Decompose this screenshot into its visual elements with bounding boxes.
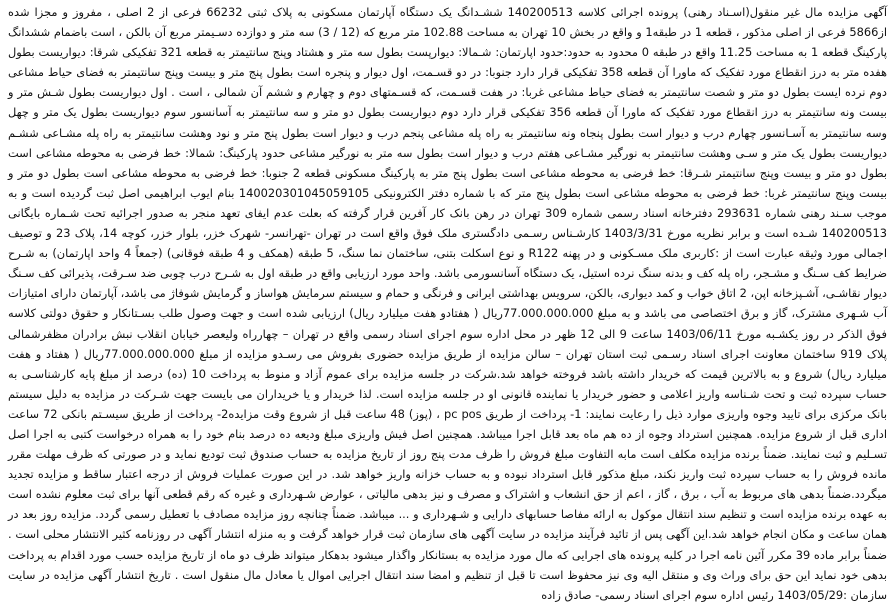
auction-notice-body: آگهی مزایده مال غیر منقول(اسـناد رهنی) پرونده اجرائی کلاسه 140200513 ششـدانگ یک دستگاه آپارتمان مسکونی به پلاک ثبتی 66232 فرعی از 2 اصلی ، مفروز و مجزا شده از5866 فرعی از اصلی مذکور ، قطعه 1 در طبقه1 و واقع در بخش 10 تهران به مساحت 102.88 متر مربع که (12 / 3) سه متر و دوازده دسـیمتر مربع آن بالکن ، است باضمام ششدانگ پارکینگ قطعه 1 به مساحت 11.25 واقع در طبقه 0 محدود به حدود:حدود اپارتمان: شـمالا: دیوارپست بطول سه متر و هشتاد وپنج سانتیمتر به قطعه 321 تفکیکی شرقا: دیواریست بطول هفده متر به درز انقطاع مورد تفکیک که ماورا آن قطعه 358 تفکیکی قرار دارد جنوبا: در دو قسـمت، اول دیوار و پنجره است بطول پنج متر و بیست وپنج سانتیمتر به فضای حیاط مشاعی دوم نرده ایست بطول دو متر و شصت سانتیمتر به فضای حیاط مشاعی غربا: در هفت قسـمت، که قسـمتهای دوم و چهارم و ششم آن شمالی ، است . اول دیواریست بطول شـش متر و بیست ونه سانتیمتر به درز انقطاع مورد تفکیک که ماورا آن قطعه 356 تفکیکی قرار دارد دوم دیواریست بطول دو متر و سه سانتیمتر به آسانسور سوم دیواریست بطول یک متر و چهل وسه سانتیمتر به آسـانسور چهارم درب و دیوار است بطول پنجاه ونه سانتیمتر به راه پله مشاعی پنجم درب و دیوار است بطول پنج متر و نود وهشت سانتیمتر به راه پله مشـاعی ششـم دیواریست بطول یک متر و سـی وهشت سانتیمتر به نورگیر مشـاعی هفتم درب و دیوار است بطول سه متر به نورگیر مشاعی حدود پارکینگ: شمالا: خط فرضی به محوطه مشاعی است بطول دو متر و بیست وپنج سانتیمتر شـرقا: خط فرضی به محوطه مشاعی است بطول پنج متر به پارکینگ مسکونی قطعه 2 جنوبا: خط فرضی به محوطه مشاعی است بطول دو متر و بیست وپنج سانتیمتر غربا: خط فرضی به محوطه مشاعی است بطول پنج متر که با شماره دفتر الکترونیکی 140020301045059105 بنام ایوب ابراهیمی اصل ثبت گردیده است و به موجب سـند رهنی شماره 293631 دفترخانه اسناد رسمی شماره 309 تهران در رهن بانک کار آفرین قرار گرفته که بعلت عدم ایفای تعهد منجر به صدور اجرائیه تحت شـماره بایگانی 140200513 شـده است و برابر نظریه مورخ 1403/3/31 کارشـناس رسـمی دادگستری ملک فوق واقع است در تهران -تهرانسر- شهرک خزر، بلوار خزر، کوچه 14، پلاک 23 و توصیف اجمالی مورد وثیقه عبارت است از :کاربری ملک مسـکونی و در پهنه R122 و نوع اسکلت بتنی، ساختمان نما سنگ، 5 طبقه (همکف و 4 طبقه فوقانی) (جمعاً 4 واحد اپارتمان) به شـرح ضرایط کف سـنگ و مشـجر، راه پله کف و بدنه سنگ نرده استیل، یک دستگاه آسانسورمی باشد. واحد مورد ارزیابی واقع در طبقه اول به شـرح درب چوبی ضد سـرقت، پذیرائی کف سـنگ دیوار نقاشـی، آشـپزخانه اپن، 2 اتاق خواب و کمد دیواری، بالکن، سرویس بهداشتی ایرانی و فرنگی و حمام و سیستم سرمایش هواساز و گرمایش شوفاژ می باشد، آپارتمان دارای امتیازات آب شـهری مشترک، گاز و برق اختصاصی می باشد و به مبلغ 77.000.000.000ریال ( هفتادو هفت میلیارد ریال) ارزیابی شده است و جهت وصول طلب بسـتانکار و حقوق دولتی کلاسه فوق الذکر در روز یکشـبه مورخ 1403/06/11 ساعت 9 الی 12 ظهر در محل اداره سوم اجرای اسناد رسمی واقع در تهران – چهارراه ولیعصر خیابان انقلاب نبش برادران مظفرشمالی پلاک 919 ساختمان معاونت اجرای اسناد رسـمی ثبت استان تهران – سالن مزایده از طریق مزایده حضوری بفروش می رسـدو مزایده از مبلغ 77.000.000.000ریال ( هفتاد و هفت میلیارد ریال) شروع و به بالاترین قیمت که خریدار داشته باشد فروخته خواهد شد.شرکت در جلسه مزایده برای عموم آزاد و منوط به پرداخت 10 (ده) درصد از مبلغ پایه کارشناسـی به حساب سپرده ثبت و تحت شـناسه واریز اعلامی و حضور خریدار یا نماینده قانونی او در جلسه مزایده است. لذا خریدار و یا خریداران می بایست جهت شـرکت در مزایده به دلیل سیستم بانک مرکزی برای تایید وجوه واریزی موارد ذیل را رعایت نمایند: 1- پرداخت از طریق pc pos ، (پوز) 48 ساعت قبل از شروع وقت مزایده2- پرداخت از طریق سیسـتم بانکی 72 ساعت اداری قبل از شروع مزایده. همچنین استرداد وجوه از ده هم ماه بعد قابل اجرا میباشد. همچنین اصل فیش واریزی مبلغ ودیعه ده درصد بنام خود را به همراه درخواست کتبی به اجرا اصل تسـلیم و ثبت نمایند. ضمناً برنده مزایده مکلف است مابه التفاوت مبلغ فروش را ظرف مدت پنج روز از تاریخ مزایده به حساب صندوق ثبت تودیع نماید و در صورتی که ظرف مهلت مقرر مانده فروش را به حساب سپرده ثبت واریز نکند، مبلغ مذکور قابل استرداد نبوده و به حساب خزانه واریز خواهد شد. در این صورت عملیات فروش از درجه اعتبار ساقط و مزایده تجدید میگردد.ضمناً بدهی های مربوط به آب ، برق ، گاز ، اعم از حق انشعاب و اشتراک و مصرف و نیز بدهی مالیاتی ، عوارض شـهرداری و غیره که رقم قطعی آنها برای ثبت معلوم نشده است به عهده برنده مزایده است و تنظیم سند انتقال موکول به ارائه مفاصا حسابهای دارایی و شـهرداری و ... میباشد. ضمناً چنانچه روز مزایده مصادف با تعطیل رسمی گردد. مزایده روز بعد در همان ساعت و مکان انجام خواهد شد.این آگهی پس از تائید فرآیند مزایده در سایت آگهی های سازمان ثبت قرار خواهد گرفت و به منزله انتشار آگهی در روزنامه کثیر الانتشار محلی است . ضمناً برابر ماده 39 مکرر آئین نامه اجرا در کلیه پرونده های اجرایی که مال مورد مزایده به بستانکار واگذار میشود بدهکار میتواند ظرف دو ماه از تاریخ مزایده حسب مورد اقدام به پرداخت بدهی خود نماید این حق برای وراث وی و منتقل الیه وی نیز محفوظ است تا قبل از تنظیم و امضا سند انتقال اجرایی اموال یا معادل مال منقول است . تاریخ انتشار آگهی مزایده در سایت سازمان :1403/05/29 رئیس اداره سوم اجرای اسناد رسمی- صادق زاده <box>8 5 888 602</box>
